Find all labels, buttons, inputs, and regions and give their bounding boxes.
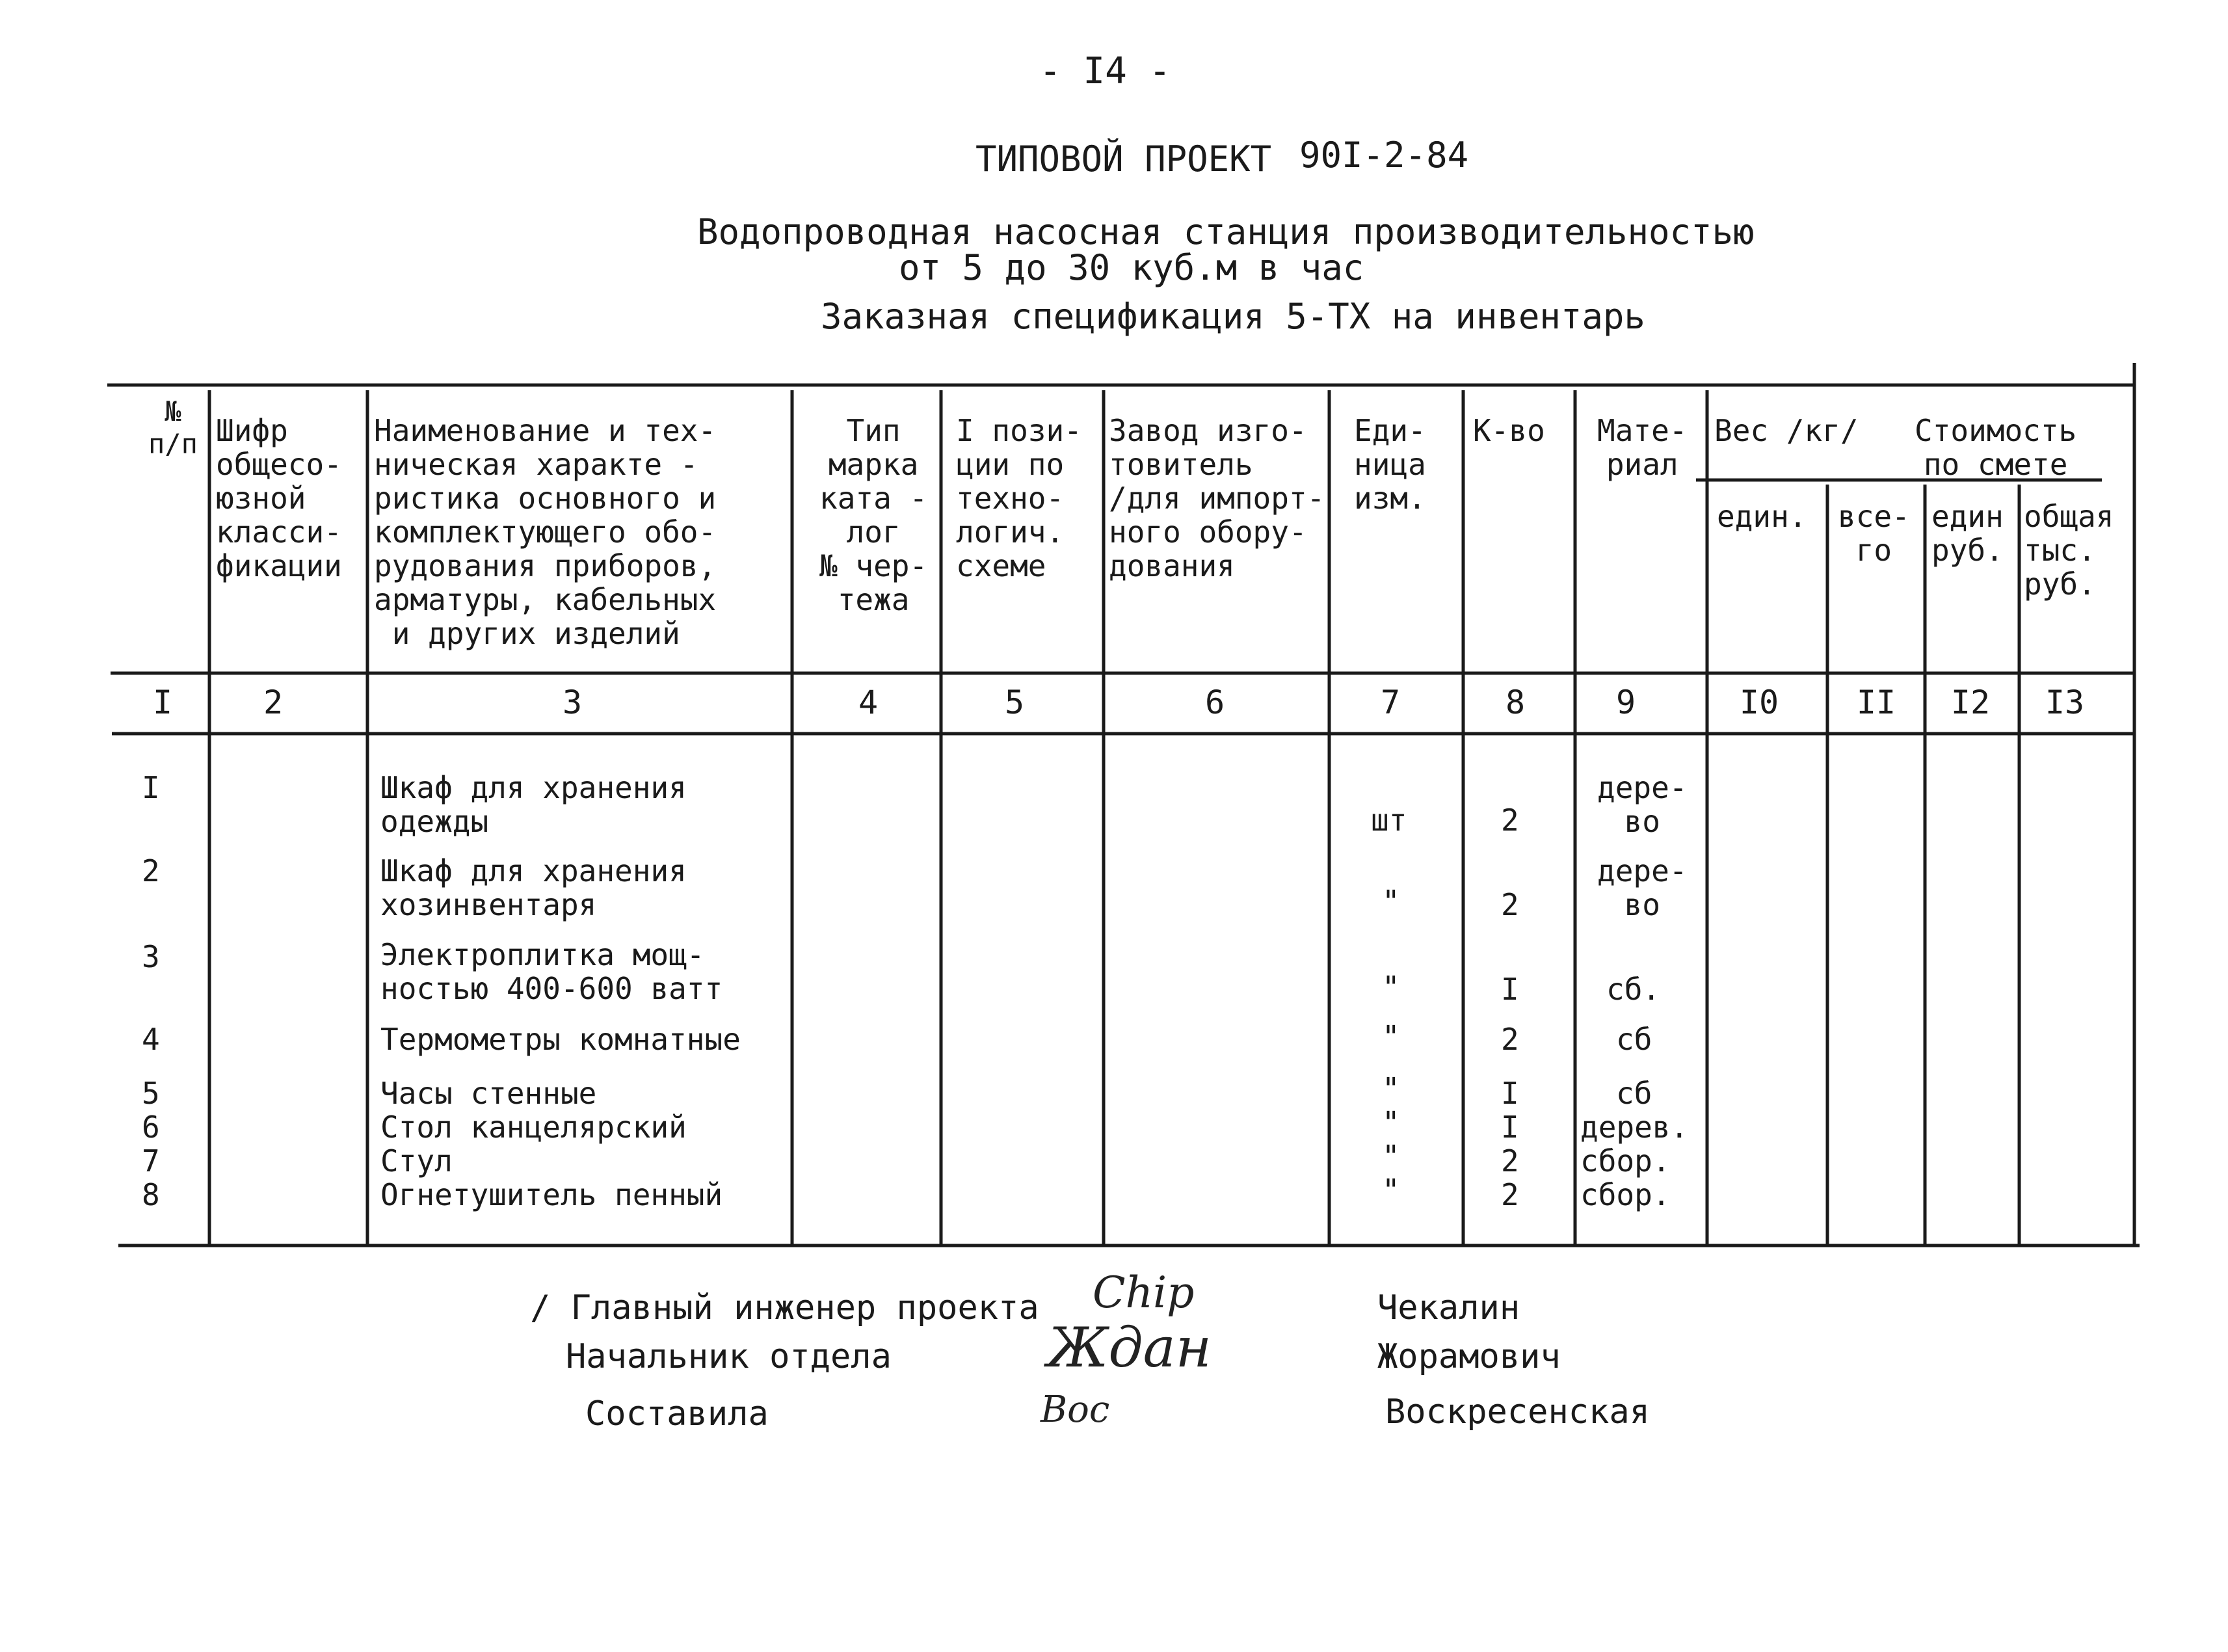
handwritten-signature: Ждан [1047,1316,1212,1379]
title-line-2: от 5 до 30 куб.м в час [899,247,1364,288]
column-number: 9 [1615,684,1636,721]
row-quantity: 2 [1501,1177,1519,1212]
row-number: 5 [142,1076,160,1111]
row-unit: " [1382,1071,1400,1106]
column-number: 6 [1204,684,1225,721]
header-classification: Шифр общесо- юзной класси- фикации [216,413,342,583]
row-quantity: I [1501,972,1519,1007]
column-number: I [152,684,173,721]
row-quantity: I [1501,1110,1519,1145]
column-number: I0 [1739,684,1779,721]
row-unit: " [1382,1105,1400,1140]
header-type: Тип марка ката - лог № чер- тежа [819,413,928,617]
project-code: 90I-2-84 [1299,135,1469,176]
column-number: 7 [1380,684,1401,721]
header-cost-total: общая тыс. руб. [2024,499,2114,602]
handwritten-signature: Chip [1093,1268,1195,1318]
row-name: Термометры комнатные [380,1022,741,1057]
header-weight: Вес /кг/ [1714,413,1859,448]
row-material: дере- во [1597,853,1688,922]
title-line-1: Водопроводная насосная станция производительностью [697,211,1755,252]
header-weight-total: все- го [1838,499,1910,568]
column-number: 2 [263,684,284,721]
row-name: Шкаф для хранения хозинвентаря [380,853,687,922]
row-material: сбор. [1580,1143,1671,1179]
row-unit: шт [1371,803,1407,838]
row-name: Стол канцелярский [380,1110,687,1145]
column-number: 5 [1004,684,1025,721]
header-name: Наименование и тех- ническая характе - ристика основного и комплектующего обо- рудования приборов, арматуры, кабельных и других изделий [374,413,717,651]
header-position: I пози- ции по техно- логич. схеме [956,413,1082,583]
signature-role: / Главный инженер проекта [530,1288,1039,1327]
header-cost: Стоимость по смете [1915,413,2077,482]
row-number: 6 [142,1110,160,1145]
header-unit: Еди- ница изм. [1354,413,1426,516]
row-quantity: 2 [1501,1022,1519,1057]
signature-role: Начальник отдела [566,1337,892,1376]
row-number: 8 [142,1177,160,1212]
signature-name: Воскресенская [1385,1392,1650,1432]
row-unit: " [1382,1019,1400,1054]
row-name: Стул [380,1143,453,1179]
row-name: Шкаф для хранения одежды [380,770,687,839]
signature-name: Жорамович [1377,1337,1561,1376]
signature-role: Составила [585,1394,769,1433]
handwritten-signature: Вос [1041,1389,1110,1431]
header-material: Мате- риал [1597,413,1688,482]
signature-name: Чекалин [1377,1288,1520,1327]
row-material: сб [1616,1076,1652,1111]
row-number: 7 [142,1143,160,1179]
row-unit: " [1382,1173,1400,1208]
row-quantity: 2 [1501,1143,1519,1179]
column-number: I3 [2045,684,2085,721]
header-weight-unit: един. [1717,499,1807,534]
column-number: 8 [1505,684,1526,721]
row-material: сбор. [1580,1177,1671,1212]
row-unit: " [1382,1139,1400,1174]
subtitle: Заказная спецификация 5-ТХ на инвентарь [821,296,1645,337]
row-number: 3 [142,939,160,974]
row-material: сб. [1606,972,1661,1007]
row-name: Электроплитка мощ- ностью 400-600 ватт [380,937,723,1006]
row-number: 2 [142,853,160,888]
row-quantity: 2 [1501,803,1519,838]
header-cost-unit: един руб. [1931,499,2004,568]
header-quantity: К-во [1473,413,1545,448]
row-unit: " [1382,884,1400,919]
header-number: № п/п [148,395,198,460]
row-name: Часы стенные [380,1076,597,1111]
column-number: 4 [858,684,879,721]
row-material: дерев. [1580,1110,1689,1145]
row-material: дере- во [1597,770,1688,839]
row-material: сб [1616,1022,1652,1057]
row-number: 4 [142,1022,160,1057]
header-manufacturer: Завод изго- товитель /для импорт- ного обору- дования [1109,413,1325,583]
row-number: I [142,770,160,805]
row-quantity: I [1501,1076,1519,1111]
page-number: - I4 - [1039,50,1171,92]
column-number: 3 [562,684,583,721]
row-unit: " [1382,970,1400,1005]
column-number: II [1856,684,1896,721]
row-quantity: 2 [1501,887,1519,922]
row-name: Огнетушитель пенный [380,1177,723,1212]
column-number: I2 [1950,684,1991,721]
project-label: ТИПОВОЙ ПРОЕКТ [975,139,1272,180]
